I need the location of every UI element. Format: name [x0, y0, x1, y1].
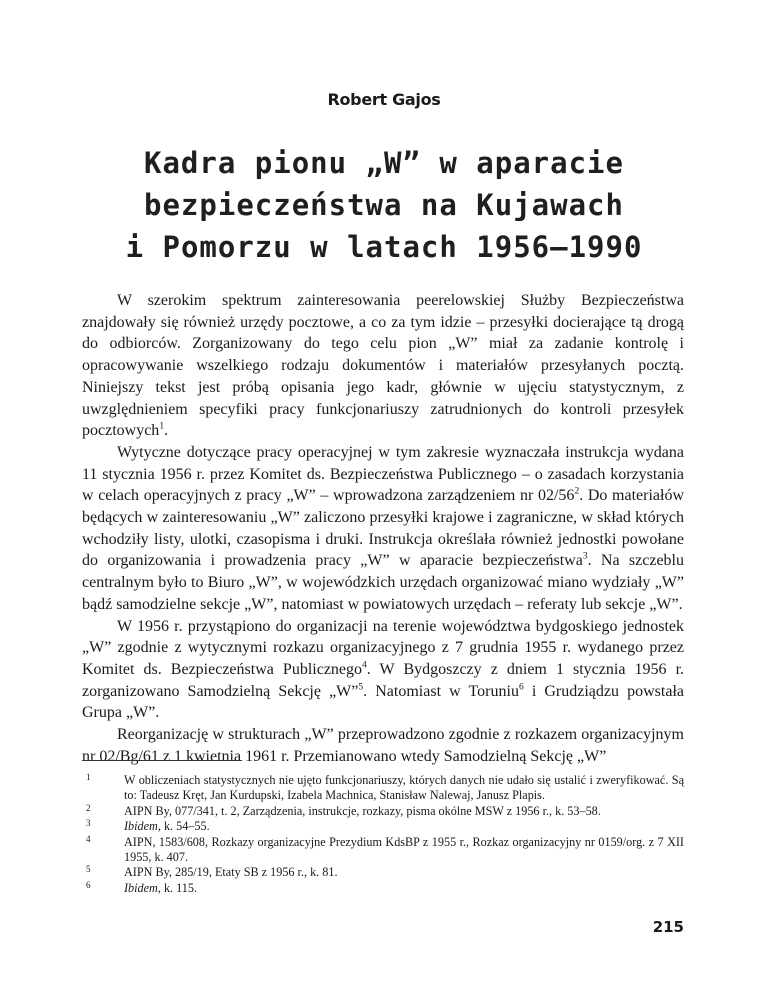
footnote-2	[82, 804, 684, 819]
title-line-2: bezpieczeństwa na Kujawach	[144, 188, 624, 222]
footnote-number: 3	[86, 818, 91, 829]
text-segment: Reorganizację w strukturach „W” przeprowadzono zgodnie z rozkazem organizacyjnym nr 02/Bg/61 z 1 kwietnia 1961 r. Przemianowano wtedy Samodzielną Sekcję „W”	[82, 726, 684, 765]
author-name: Robert Gajos	[327, 90, 441, 109]
footnote-italic: Ibidem	[124, 819, 158, 834]
page-number: 215	[652, 918, 684, 936]
footnote-italic: Ibidem	[124, 880, 158, 895]
footnote-5	[82, 865, 684, 880]
text-segment: .	[164, 422, 169, 440]
footnote-ref: 5	[358, 682, 364, 693]
title-line-1: Kadra pionu „W” w aparacie	[144, 146, 624, 180]
footnote-number: 1	[86, 772, 91, 782]
text-segment: . Na szczeblu centralnym było to Biuro „W”, w wojewódzkich urzędach organizować miano wydziały „W” bądź samodzielne sekcje „W”, natomiast w powiatowych urzędach – referaty lub sekcje „W”.	[82, 552, 685, 613]
article-title	[0, 142, 768, 268]
footnotes	[82, 773, 684, 896]
text-segment: . W Bydgoszczy z dniem 1 stycznia 1956 r. zorganizowano Samodzielną Sekcję „W”	[82, 660, 685, 700]
footnote-ref: 2	[574, 487, 580, 497]
footnote-divider	[82, 760, 242, 761]
footnote-6	[82, 881, 684, 896]
title-line-3: i Pomorzu w latach 1956–1990	[125, 230, 643, 264]
paragraph	[82, 442, 684, 616]
text-segment: . Do materiałów będących w zainteresowaniu „W” zaliczono przesyłki krajowe i zagraniczne, w skład których wchodziły listy, ulotki, czasopisma i druki. Instrukcja określała również jednostki powołane do organizowania i prowadzenia pracy „W” w aparacie bezpieczeństwa	[82, 487, 685, 570]
text-segment: W szerokim spektrum zainteresowania peerelowskiej Służby Bezpieczeństwa znajdowały się również urzędy pocztowe, a co za tym idzie – przesyłki docierające tą drogą do odbiorców. Zorganizowany do tego celu pion „W” miał za zadanie kontrolę i opracowywanie wszelkiego rodzaju dokumentów i materiałów przesyłanych pocztą. Niniejszy tekst jest próbą opisania jego kadr, głównie w ujęciu statystycznym, z uwzględnieniem specyfiki pracy funkcjonariuszy zatrudnionych do kontroli przesyłek pocztowych	[82, 292, 684, 440]
footnote-text: AIPN By, 285/19, Etaty SB z 1956 r., k. 81.	[124, 865, 338, 880]
footnote-text: AIPN, 1583/608, Rozkazy organizacyjne Prezydium KdsBP z 1955 r., Rozkaz organizacyjny nr 0159/org. z 7 XII 1955, k. 407.	[124, 834, 684, 865]
footnote-number: 6	[86, 879, 91, 890]
paragraph	[82, 290, 684, 442]
text-segment: . Natomiast w Toruniu	[363, 682, 519, 700]
footnote-text: AIPN By, 077/341, t. 2, Zarządzenia, instrukcje, rozkazy, pisma okólne MSW z 1956 r., k. 53–58.	[124, 803, 601, 818]
paragraph	[82, 616, 684, 725]
footnote-number: 4	[86, 833, 91, 844]
footnote-text: , k. 54–55.	[157, 819, 210, 834]
footnote-4	[82, 835, 684, 866]
footnote-ref: 4	[362, 660, 367, 671]
text-segment: i Grudziądzu powstała Grupa „W”.	[82, 682, 685, 722]
footnote-ref: 6	[518, 682, 524, 693]
footnote-ref: 1	[159, 421, 165, 432]
text-segment: Wytyczne dotyczące pracy operacyjnej w tym zakresie wyznaczała instrukcja wydana 11 stycznia 1956 r. przez Komitet ds. Bezpieczeństwa Publicznego – o zasadach korzystania w celach operacyjnych z pracy „W” – wprowadzona zarządzeniem nr 02/56	[82, 443, 684, 505]
footnote-text: W obliczeniach statystycznych nie ujęto funkcjonariuszy, których danych nie udało się ustalić i zweryfikować. Są to: Tadeusz Kręt, Jan Kurdupski, Izabela Machnica, Stanisław Nalewaj, Janusz Plapis.	[124, 773, 684, 803]
footnote-ref: 3	[582, 552, 588, 563]
footnote-number: 2	[86, 802, 91, 813]
body-text	[82, 290, 684, 767]
footnote-text: , k. 115.	[157, 880, 198, 895]
footnote-number: 5	[86, 864, 91, 875]
footnote-3	[82, 819, 684, 834]
footnote-1	[82, 773, 684, 804]
text-segment: W 1956 r. przystąpiono do organizacji na terenie województwa bydgoskiego jednostek „W” zgodnie z wytycznymi rozkazu organizacyjnego z 7 grudnia 1955 r. wydanego przez Komitet ds. Bezpieczeństwa Publicznego	[82, 617, 684, 678]
